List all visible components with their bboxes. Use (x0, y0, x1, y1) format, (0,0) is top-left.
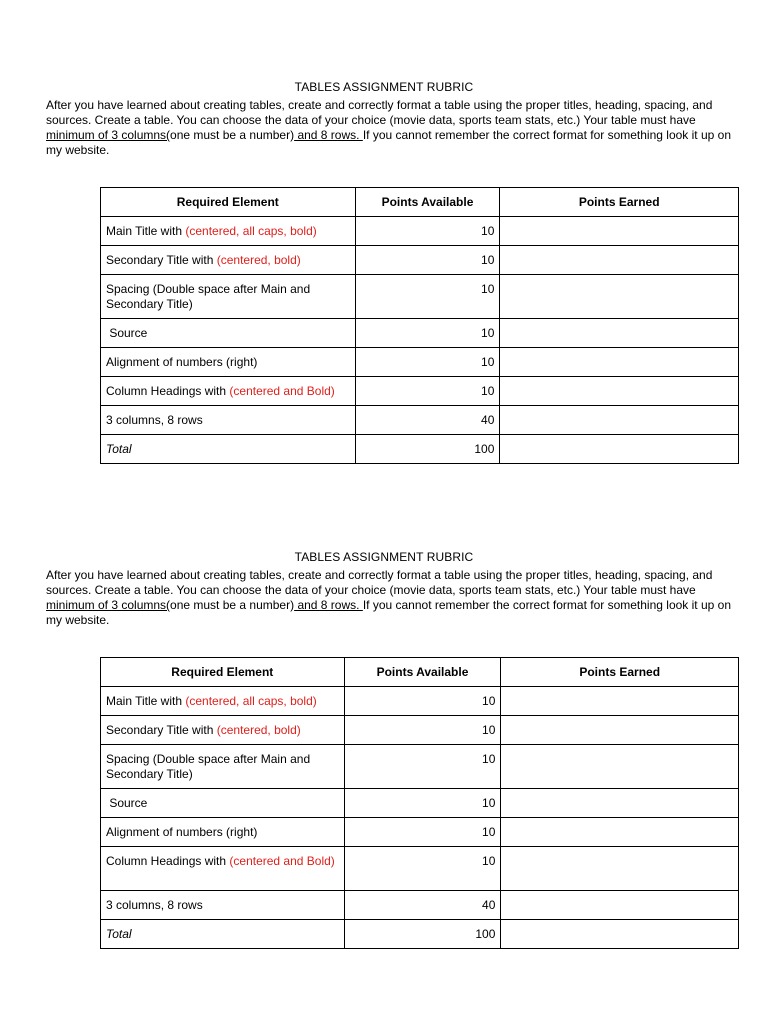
earned-cell[interactable] (501, 847, 739, 891)
rubric-table (100, 657, 739, 949)
element-cell (101, 348, 356, 377)
element-label: Total (106, 927, 132, 941)
rubric-intro (46, 568, 736, 628)
points-cell: 10 (355, 348, 500, 377)
element-note: (centered and Bold) (229, 384, 335, 398)
element-cell (101, 789, 345, 818)
earned-cell[interactable] (501, 818, 739, 847)
earned-cell[interactable] (501, 789, 739, 818)
earned-cell[interactable] (500, 435, 739, 464)
intro-text: If you cannot remember the correct format for something look it up on my website. (46, 598, 731, 627)
intro-text: After you have learned about creating tables, create and correctly format a table using the proper titles, heading, spacing, and sources. Create a table. You can choose the data of your choice (movie data, sports team stats, etc.) Your table must have (46, 568, 713, 597)
rubric-intro (46, 98, 736, 158)
element-cell (101, 716, 345, 745)
points-cell: 10 (344, 847, 501, 891)
rubric-title: TABLES ASSIGNMENT RUBRIC (294, 550, 474, 564)
column-header: Required Element (101, 658, 345, 687)
points-cell: 10 (355, 217, 500, 246)
points-cell: 10 (344, 687, 501, 716)
element-cell (101, 406, 356, 435)
rubric-title: TABLES ASSIGNMENT RUBRIC (294, 80, 474, 94)
table-row (101, 789, 739, 818)
element-label: Alignment of numbers (right) (106, 355, 258, 369)
table-row (101, 818, 739, 847)
earned-cell[interactable] (500, 348, 739, 377)
element-cell (101, 217, 356, 246)
points-cell: 100 (355, 435, 500, 464)
element-label: 3 columns, 8 rows (106, 898, 203, 912)
earned-cell[interactable] (500, 319, 739, 348)
earned-cell[interactable] (501, 687, 739, 716)
element-label: Secondary Title with (106, 253, 217, 267)
element-note: (centered, bold) (216, 723, 301, 737)
element-label: Total (106, 442, 132, 456)
table-row (101, 745, 739, 789)
intro-text: After you have learned about creating tables, create and correctly format a table using the proper titles, heading, spacing, and sources. Create a table. You can choose the data of your choice (movie data, sports team stats, etc.) Your table must have (46, 98, 713, 127)
element-cell (101, 319, 356, 348)
column-header: Required Element (101, 188, 356, 217)
intro-underline-columns: minimum of 3 columns( (46, 598, 171, 612)
earned-cell[interactable] (500, 377, 739, 406)
element-cell (101, 920, 345, 949)
element-cell (101, 275, 356, 319)
element-label: Alignment of numbers (right) (106, 825, 258, 839)
earned-cell[interactable] (500, 246, 739, 275)
table-row (101, 246, 739, 275)
element-cell (101, 891, 345, 920)
points-cell: 40 (355, 406, 500, 435)
table-row (101, 319, 739, 348)
points-cell: 10 (355, 377, 500, 406)
intro-text: If you cannot remember the correct format for something look it up on my website. (46, 128, 731, 157)
table-row (101, 716, 739, 745)
points-cell: 10 (355, 246, 500, 275)
element-cell (101, 847, 345, 891)
table-row (101, 687, 739, 716)
element-cell (101, 687, 345, 716)
table-row (101, 275, 739, 319)
table-row (101, 406, 739, 435)
column-header: Points Earned (501, 658, 739, 687)
earned-cell[interactable] (501, 716, 739, 745)
element-label: Column Headings with (106, 384, 230, 398)
element-cell (101, 246, 356, 275)
element-label: Source (106, 326, 148, 340)
points-cell: 10 (344, 745, 501, 789)
earned-cell[interactable] (500, 275, 739, 319)
earned-cell[interactable] (500, 406, 739, 435)
element-note: (centered, bold) (216, 253, 301, 267)
intro-text: one must be a number) (170, 598, 295, 612)
table-header-row (101, 188, 739, 217)
earned-cell[interactable] (501, 745, 739, 789)
earned-cell[interactable] (501, 891, 739, 920)
element-label: Main Title with (106, 224, 186, 238)
element-cell (101, 377, 356, 406)
table-header-row (101, 658, 739, 687)
intro-underline-rows: and 8 rows. (294, 128, 363, 142)
points-cell: 10 (355, 275, 500, 319)
points-cell: 10 (344, 789, 501, 818)
table-row (101, 891, 739, 920)
element-label: Source (106, 796, 148, 810)
table-row (101, 377, 739, 406)
rubric-section-2 (0, 550, 768, 941)
element-cell (101, 818, 345, 847)
table-row (101, 348, 739, 377)
element-label: Column Headings with (106, 854, 230, 868)
column-header: Points Available (355, 188, 500, 217)
element-label: Main Title with (106, 694, 186, 708)
element-label: 3 columns, 8 rows (106, 413, 203, 427)
intro-text: one must be a number) (170, 128, 295, 142)
table-row (101, 847, 739, 891)
element-label: Spacing (Double space after Main and Secondary Title) (106, 282, 311, 311)
table-row-total (101, 920, 739, 949)
element-cell (101, 435, 356, 464)
element-note: (centered, all caps, bold) (185, 694, 317, 708)
column-header: Points Earned (500, 188, 739, 217)
earned-cell[interactable] (501, 920, 739, 949)
rubric-table (100, 187, 739, 464)
element-note: (centered and Bold) (229, 854, 335, 868)
points-cell: 10 (355, 319, 500, 348)
earned-cell[interactable] (500, 217, 739, 246)
element-label: Spacing (Double space after Main and Secondary Title) (106, 752, 311, 781)
points-cell: 100 (344, 920, 501, 949)
column-header: Points Available (344, 658, 501, 687)
element-note: (centered, all caps, bold) (185, 224, 317, 238)
table-row (101, 217, 739, 246)
rubric-section-1 (0, 80, 768, 456)
points-cell: 10 (344, 716, 501, 745)
table-row-total (101, 435, 739, 464)
element-cell (101, 745, 345, 789)
points-cell: 40 (344, 891, 501, 920)
intro-underline-columns: minimum of 3 columns( (46, 128, 171, 142)
intro-underline-rows: and 8 rows. (294, 598, 363, 612)
element-label: Secondary Title with (106, 723, 217, 737)
points-cell: 10 (344, 818, 501, 847)
